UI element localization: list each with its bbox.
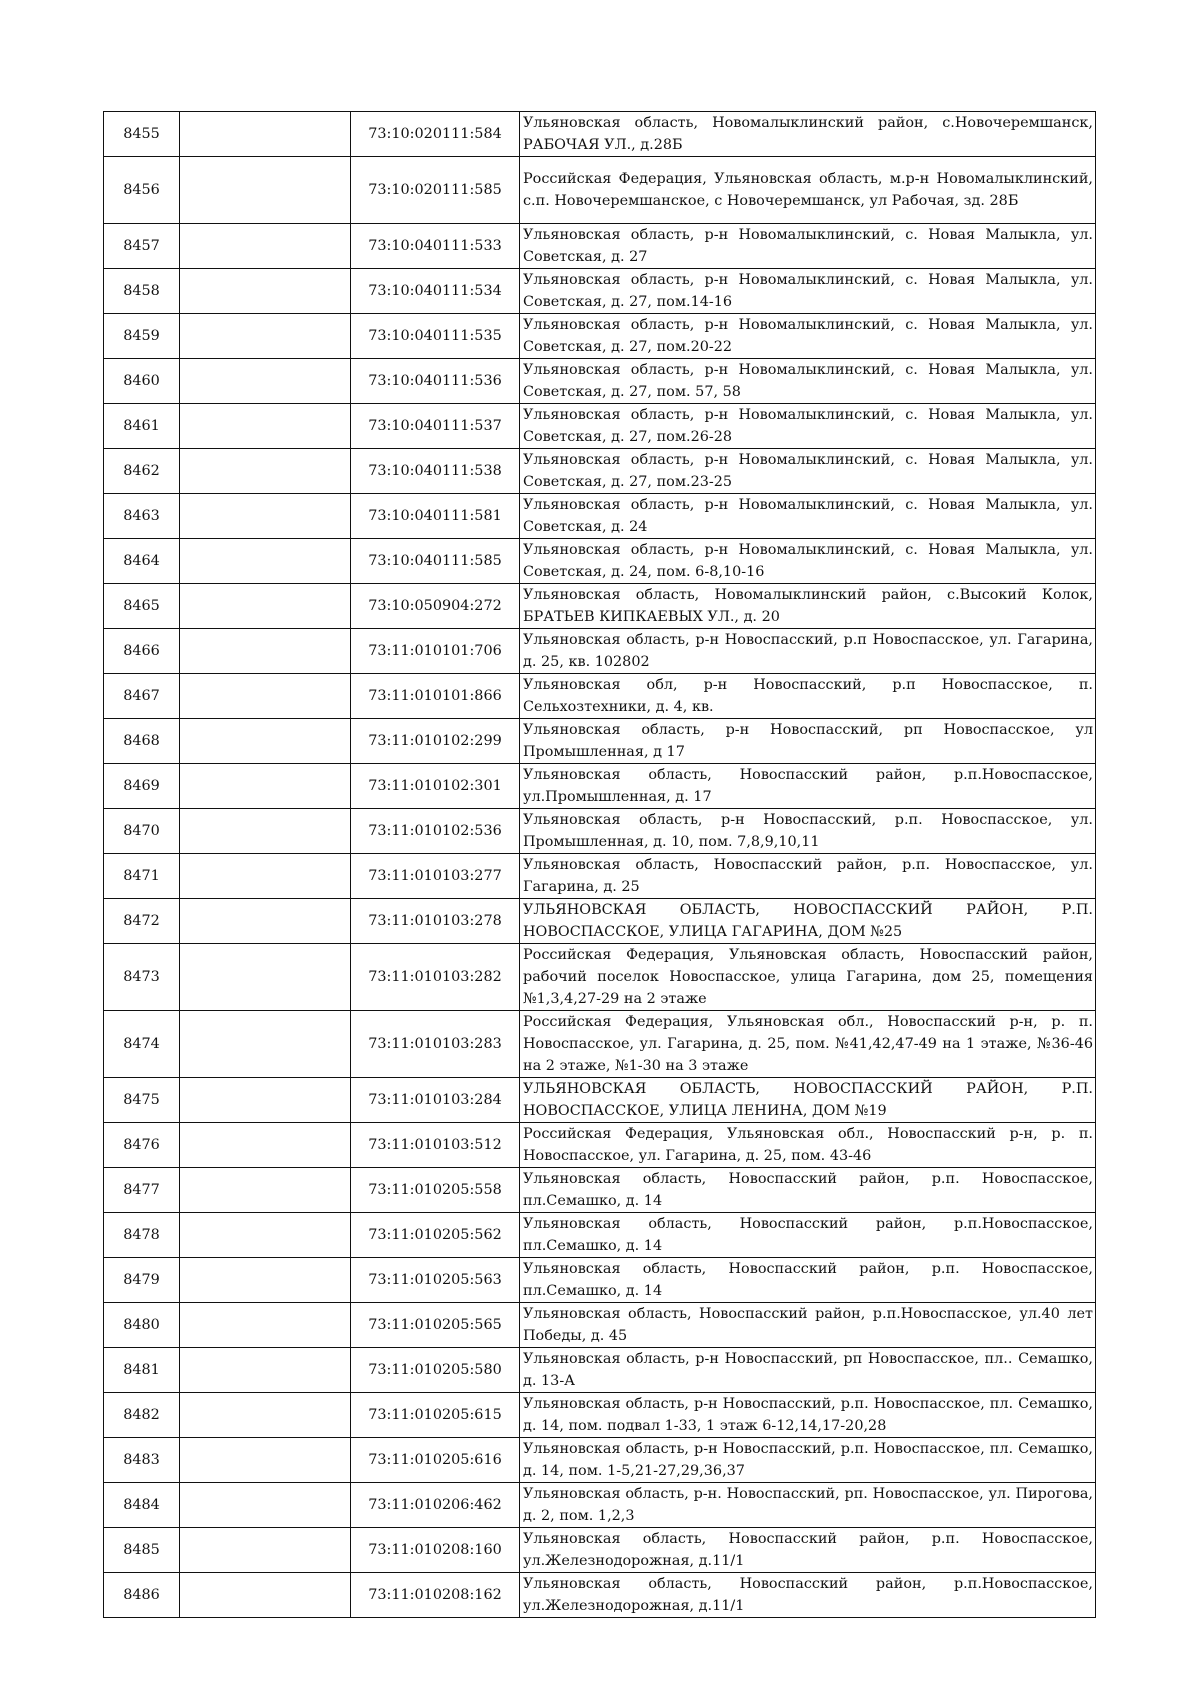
row-number-cell: 8481	[104, 1348, 180, 1393]
address-cell: Ульяновская область, р-н Новомалыклинский, с. Новая Малыкла, ул. Советская, д. 27, пом.14-16	[520, 269, 1096, 314]
cadastral-number-cell: 73:11:010208:160	[351, 1528, 520, 1573]
address-cell: Ульяновская область, р-н Новоспасский, р.п. Новоспасское, ул. Промышленная, д. 10, пом. 7,8,9,10,11	[520, 809, 1096, 854]
cadastral-number-cell: 73:10:040111:538	[351, 449, 520, 494]
owner-cell	[180, 269, 351, 314]
row-number-cell: 8458	[104, 269, 180, 314]
owner-cell	[180, 404, 351, 449]
owner-cell	[180, 449, 351, 494]
address-cell: Ульяновская область, р-н. Новоспасский, рп. Новоспасское, ул. Пирогова, д. 2, пом. 1,2,3	[520, 1483, 1096, 1528]
row-number-cell: 8460	[104, 359, 180, 404]
table-row	[104, 854, 1096, 899]
row-number-cell: 8459	[104, 314, 180, 359]
address-cell: Ульяновская область, Новоспасский район, р.п.Новоспасское, пл.Семашко, д. 14	[520, 1213, 1096, 1258]
cadastral-number-cell: 73:11:010205:562	[351, 1213, 520, 1258]
table-row	[104, 1528, 1096, 1573]
cadastral-number-cell: 73:11:010103:512	[351, 1123, 520, 1168]
owner-cell	[180, 1123, 351, 1168]
table-row	[104, 764, 1096, 809]
owner-cell	[180, 1348, 351, 1393]
cadastral-number-cell: 73:11:010205:558	[351, 1168, 520, 1213]
cadastral-number-cell: 73:11:010102:299	[351, 719, 520, 764]
table-row	[104, 1078, 1096, 1123]
owner-cell	[180, 494, 351, 539]
address-cell: Ульяновская область, р-н Новоспасский, р.п. Новоспасское, пл. Семашко, д. 14, пом. подвал 1-33, 1 этаж 6-12,14,17-20,28	[520, 1393, 1096, 1438]
cadastral-number-cell: 73:11:010101:706	[351, 629, 520, 674]
owner-cell	[180, 1573, 351, 1618]
row-number-cell: 8470	[104, 809, 180, 854]
row-number-cell: 8477	[104, 1168, 180, 1213]
table-row	[104, 584, 1096, 629]
row-number-cell: 8468	[104, 719, 180, 764]
cadastral-number-cell: 73:11:010103:284	[351, 1078, 520, 1123]
cadastral-number-cell: 73:11:010205:615	[351, 1393, 520, 1438]
address-cell: Ульяновская область, р-н Новомалыклинский, с. Новая Малыкла, ул. Советская, д. 27, пом.26-28	[520, 404, 1096, 449]
row-number-cell: 8483	[104, 1438, 180, 1483]
table-row	[104, 1573, 1096, 1618]
owner-cell	[180, 157, 351, 224]
address-cell: Ульяновская область, р-н Новомалыклинский, с. Новая Малыкла, ул. Советская, д. 27, пом.20-22	[520, 314, 1096, 359]
table-row	[104, 314, 1096, 359]
owner-cell	[180, 314, 351, 359]
table-row	[104, 809, 1096, 854]
owner-cell	[180, 1438, 351, 1483]
table-row	[104, 269, 1096, 314]
owner-cell	[180, 224, 351, 269]
owner-cell	[180, 719, 351, 764]
cadastral-number-cell: 73:10:040111:537	[351, 404, 520, 449]
table-row	[104, 404, 1096, 449]
cadastral-number-cell: 73:10:050904:272	[351, 584, 520, 629]
row-number-cell: 8463	[104, 494, 180, 539]
table-row	[104, 1393, 1096, 1438]
address-cell: Ульяновская область, Новоспасский район, р.п.Новоспасское, ул.40 лет Победы, д. 45	[520, 1303, 1096, 1348]
cadastral-number-cell: 73:11:010205:616	[351, 1438, 520, 1483]
address-cell: Российская Федерация, Ульяновская обл., Новоспасский р-н, р. п. Новоспасское, ул. Гагарина, д. 25, пом. 43-46	[520, 1123, 1096, 1168]
owner-cell	[180, 1258, 351, 1303]
cadastral-number-cell: 73:11:010205:580	[351, 1348, 520, 1393]
table-row	[104, 629, 1096, 674]
table-row	[104, 944, 1096, 1011]
row-number-cell: 8469	[104, 764, 180, 809]
row-number-cell: 8473	[104, 944, 180, 1011]
cadastral-number-cell: 73:11:010205:563	[351, 1258, 520, 1303]
address-cell: Ульяновская обл, р-н Новоспасский, р.п Новоспасское, п. Сельхозтехники, д. 4, кв.	[520, 674, 1096, 719]
cadastral-number-cell: 73:11:010102:301	[351, 764, 520, 809]
address-cell: Ульяновская область, р-н Новоспасский, рп Новоспасское, ул Промышленная, д 17	[520, 719, 1096, 764]
row-number-cell: 8480	[104, 1303, 180, 1348]
owner-cell	[180, 899, 351, 944]
row-number-cell: 8485	[104, 1528, 180, 1573]
owner-cell	[180, 1483, 351, 1528]
address-cell: Ульяновская область, Новоспасский район, р.п.Новоспасское, ул.Промышленная, д. 17	[520, 764, 1096, 809]
row-number-cell: 8461	[104, 404, 180, 449]
table-row	[104, 899, 1096, 944]
cadastral-number-cell: 73:11:010208:162	[351, 1573, 520, 1618]
table-row	[104, 1123, 1096, 1168]
table-row	[104, 1348, 1096, 1393]
address-cell: Ульяновская область, р-н Новоспасский, рп Новоспасское, пл.. Семашко, д. 13-А	[520, 1348, 1096, 1393]
owner-cell	[180, 1011, 351, 1078]
owner-cell	[180, 584, 351, 629]
table-row	[104, 449, 1096, 494]
cadastral-number-cell: 73:10:040111:535	[351, 314, 520, 359]
address-cell: Российская Федерация, Ульяновская область, Новоспасский район, рабочий поселок Новоспасское, улица Гагарина, дом 25, помещения №1,3,4,27-29 на 2 этаже	[520, 944, 1096, 1011]
owner-cell	[180, 674, 351, 719]
row-number-cell: 8462	[104, 449, 180, 494]
address-cell: Российская Федерация, Ульяновская область, м.р-н Новомалыклинский, с.п. Новочеремшанское, с Новочеремшанск, ул Рабочая, зд. 28Б	[520, 157, 1096, 224]
owner-cell	[180, 539, 351, 584]
table-row	[104, 224, 1096, 269]
table-row	[104, 494, 1096, 539]
cadastral-number-cell: 73:10:020111:585	[351, 157, 520, 224]
table-row	[104, 674, 1096, 719]
cadastral-number-cell: 73:11:010101:866	[351, 674, 520, 719]
table-row	[104, 719, 1096, 764]
table-row	[104, 539, 1096, 584]
row-number-cell: 8455	[104, 112, 180, 157]
row-number-cell: 8474	[104, 1011, 180, 1078]
cadastral-number-cell: 73:11:010103:283	[351, 1011, 520, 1078]
row-number-cell: 8466	[104, 629, 180, 674]
owner-cell	[180, 854, 351, 899]
row-number-cell: 8482	[104, 1393, 180, 1438]
address-cell: УЛЬЯНОВСКАЯ ОБЛАСТЬ, НОВОСПАССКИЙ РАЙОН, Р.П. НОВОСПАССКОЕ, УЛИЦА ЛЕНИНА, ДОМ №19	[520, 1078, 1096, 1123]
address-cell: Ульяновская область, р-н Новомалыклинский, с. Новая Малыкла, ул. Советская, д. 27, пом.23-25	[520, 449, 1096, 494]
address-cell: Ульяновская область, р-н Новомалыклинский, с. Новая Малыкла, ул. Советская, д. 27	[520, 224, 1096, 269]
row-number-cell: 8464	[104, 539, 180, 584]
address-cell: УЛЬЯНОВСКАЯ ОБЛАСТЬ, НОВОСПАССКИЙ РАЙОН, Р.П. НОВОСПАССКОЕ, УЛИЦА ГАГАРИНА, ДОМ №25	[520, 899, 1096, 944]
table-row	[104, 1303, 1096, 1348]
cadastral-number-cell: 73:11:010102:536	[351, 809, 520, 854]
cadastral-number-cell: 73:11:010205:565	[351, 1303, 520, 1348]
row-number-cell: 8467	[104, 674, 180, 719]
owner-cell	[180, 359, 351, 404]
table-row	[104, 112, 1096, 157]
row-number-cell: 8476	[104, 1123, 180, 1168]
table-row	[104, 359, 1096, 404]
row-number-cell: 8484	[104, 1483, 180, 1528]
cadastral-number-cell: 73:11:010103:282	[351, 944, 520, 1011]
owner-cell	[180, 1168, 351, 1213]
address-cell: Ульяновская область, р-н Новомалыклинский, с. Новая Малыкла, ул. Советская, д. 27, пом. 57, 58	[520, 359, 1096, 404]
row-number-cell: 8456	[104, 157, 180, 224]
table-row	[104, 1168, 1096, 1213]
cadastral-number-cell: 73:10:040111:533	[351, 224, 520, 269]
property-registry-table	[103, 111, 1096, 1618]
table-row	[104, 157, 1096, 224]
cadastral-number-cell: 73:11:010103:278	[351, 899, 520, 944]
owner-cell	[180, 1078, 351, 1123]
table-row	[104, 1213, 1096, 1258]
address-cell: Ульяновская область, р-н Новоспасский, р.п. Новоспасское, пл. Семашко, д. 14, пом. 1-5,21-27,29,36,37	[520, 1438, 1096, 1483]
cadastral-number-cell: 73:11:010206:462	[351, 1483, 520, 1528]
cadastral-number-cell: 73:10:040111:581	[351, 494, 520, 539]
owner-cell	[180, 1393, 351, 1438]
address-cell: Ульяновская область, Новомалыклинский район, с.Новочеремшанск, РАБОЧАЯ УЛ., д.28Б	[520, 112, 1096, 157]
owner-cell	[180, 1528, 351, 1573]
address-cell: Ульяновская область, Новоспасский район, р.п. Новоспасское, пл.Семашко, д. 14	[520, 1258, 1096, 1303]
address-cell: Ульяновская область, Новомалыклинский район, с.Высокий Колок, БРАТЬЕВ КИПКАЕВЫХ УЛ., д. 20	[520, 584, 1096, 629]
address-cell: Ульяновская область, Новоспасский район, р.п. Новоспасское, ул. Гагарина, д. 25	[520, 854, 1096, 899]
address-cell: Ульяновская область, Новоспасский район, р.п. Новоспасское, ул.Железнодорожная, д.11/1	[520, 1528, 1096, 1573]
table-row	[104, 1483, 1096, 1528]
address-cell: Ульяновская область, Новоспасский район, р.п. Новоспасское, пл.Семашко, д. 14	[520, 1168, 1096, 1213]
owner-cell	[180, 1303, 351, 1348]
owner-cell	[180, 629, 351, 674]
address-cell: Ульяновская область, р-н Новомалыклинский, с. Новая Малыкла, ул. Советская, д. 24, пом. 6-8,10-16	[520, 539, 1096, 584]
table-row	[104, 1258, 1096, 1303]
address-cell: Ульяновская область, Новоспасский район, р.п.Новоспасское, ул.Железнодорожная, д.11/1	[520, 1573, 1096, 1618]
owner-cell	[180, 1213, 351, 1258]
cadastral-number-cell: 73:10:040111:534	[351, 269, 520, 314]
owner-cell	[180, 764, 351, 809]
address-cell: Ульяновская область, р-н Новомалыклинский, с. Новая Малыкла, ул. Советская, д. 24	[520, 494, 1096, 539]
cadastral-number-cell: 73:10:020111:584	[351, 112, 520, 157]
owner-cell	[180, 944, 351, 1011]
row-number-cell: 8475	[104, 1078, 180, 1123]
address-cell: Ульяновская область, р-н Новоспасский, р.п Новоспасское, ул. Гагарина, д. 25, кв. 102802	[520, 629, 1096, 674]
table-row	[104, 1438, 1096, 1483]
table-row	[104, 1011, 1096, 1078]
address-cell: Российская Федерация, Ульяновская обл., Новоспасский р-н, р. п. Новоспасское, ул. Гагарина, д. 25, пом. №41,42,47-49 на 1 этаже, №36-46 на 2 этаже, №1-30 на 3 этаже	[520, 1011, 1096, 1078]
row-number-cell: 8472	[104, 899, 180, 944]
cadastral-number-cell: 73:11:010103:277	[351, 854, 520, 899]
cadastral-number-cell: 73:10:040111:536	[351, 359, 520, 404]
row-number-cell: 8486	[104, 1573, 180, 1618]
row-number-cell: 8457	[104, 224, 180, 269]
owner-cell	[180, 112, 351, 157]
row-number-cell: 8478	[104, 1213, 180, 1258]
cadastral-number-cell: 73:10:040111:585	[351, 539, 520, 584]
owner-cell	[180, 809, 351, 854]
row-number-cell: 8479	[104, 1258, 180, 1303]
registry-table-body	[104, 112, 1096, 1618]
row-number-cell: 8471	[104, 854, 180, 899]
row-number-cell: 8465	[104, 584, 180, 629]
